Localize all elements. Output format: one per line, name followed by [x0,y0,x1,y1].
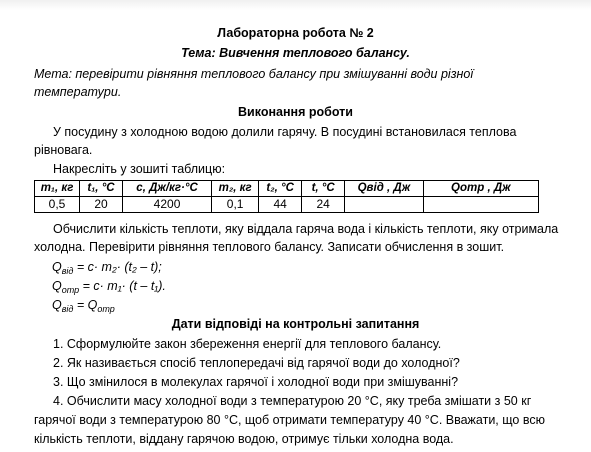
table-header-cell: m₁, кг [35,181,80,197]
table-header-cell: t₁, °C [80,181,123,197]
intro-line-1: У посудину з холодною водою долили гарячу. В посудині встановилася теплова [53,125,517,139]
table-header-row [35,181,539,197]
formula-balance [52,297,115,314]
table-header-cell: Qвід , Дж [345,181,424,197]
question-4-line-1: 4. Обчислити масу холодної води з температурою 20 °C, яку треба змішати з 50 кг [53,394,532,408]
formula-expression: = c· m₁· (t – t₁). [82,279,166,293]
intro-line-2: рівновага. [34,143,93,157]
formula-symbol: Q [52,260,62,274]
question-4-line-2: гарячої води з температурою 80 °C, щоб отримати температуру 40 °C. Вважати, що всю [34,413,545,427]
table-row [35,197,539,213]
formula-q-received [52,278,166,295]
formula-symbol: Q [52,279,62,293]
formula-subscript: отр [61,285,80,295]
question-2: 2. Як називається спосіб теплопередачі від гарячої води до холодної? [53,356,460,370]
formula-q-given [52,259,162,276]
table-cell: 0,5 [35,197,80,213]
table-cell: 4200 [123,197,212,213]
data-table [34,180,539,213]
table-cell: 24 [302,197,345,213]
table-cell: 0,1 [212,197,259,213]
table-cell: 44 [259,197,302,213]
formula-subscript: отр [97,304,115,314]
table-header-cell: t₂, °C [259,181,302,197]
table-header-cell: Qотр , Дж [423,181,538,197]
document-theme: Тема: Вивчення теплового балансу. [181,46,410,60]
question-4-line-3: кількість теплоти, віддану гарячою водою, отримує тільки холодна вода. [34,432,454,446]
table-cell [345,197,424,213]
table-cell [423,197,538,213]
question-3: 3. Що змінилося в молекулах гарячої і холодної води при змішуванні? [53,375,459,389]
table-header-cell: t, °C [302,181,345,197]
formula-expression: = c· m₂· (t₂ – t); [76,260,162,274]
calc-line-1: Обчислити кількість теплоти, яку віддала гаряча вода і кількість теплоти, яку отримала [53,222,559,236]
aim-line-1: Мета: перевірити рівняння теплового балансу при змішуванні води різної [34,67,474,81]
calc-line-2: холодна. Перевірити рівняння теплового балансу. Записати обчислення в зошит. [34,240,505,254]
formula-subscript: від [61,266,74,276]
section-heading-questions: Дати відповіді на контрольні запитання [171,317,420,331]
formula-subscript: від [61,304,74,314]
table-header-cell: c, Дж/кг·°C [123,181,212,197]
question-1: 1. Сформулюйте закон збереження енергії для теплового балансу. [53,337,442,351]
table-cell: 20 [80,197,123,213]
aim-line-2: температури. [34,85,122,99]
table-header-cell: m₂, кг [212,181,259,197]
formula-symbol: Q [52,298,62,312]
document-title: Лабораторна робота № 2 [217,26,374,40]
draw-table-instruction: Накресліть у зошиті таблицю: [53,162,226,176]
formula-expression: = Q [76,298,98,312]
section-heading-work: Виконання роботи [238,105,353,119]
